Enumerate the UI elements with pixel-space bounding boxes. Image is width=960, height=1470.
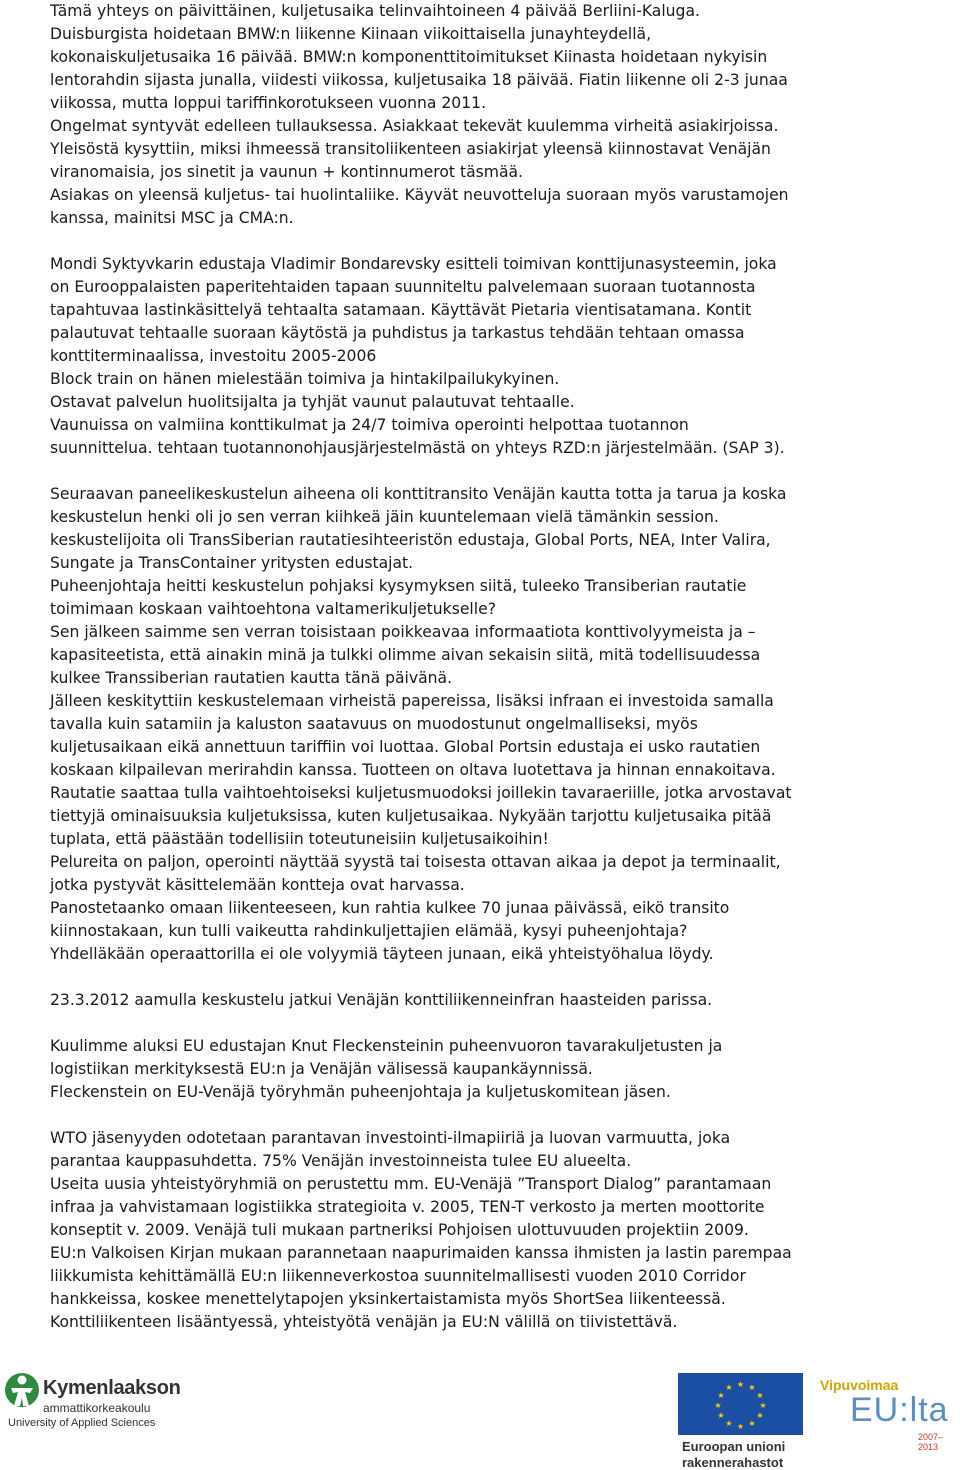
text-line: infraa ja vahvistamaan logistiikka strategioita v. 2005, TEN-T verkosto ja merten moottorite <box>50 1198 765 1216</box>
text-line: parantaa kauppasuhdetta. 75% Venäjän investoinneista tulee EU alueelta. <box>50 1152 632 1170</box>
document-body <box>50 0 955 1334</box>
text-line: on Eurooppalaisten paperitehtaiden tapaan suunniteltu palvelemaan suoraan tuotannosta <box>50 278 756 296</box>
paragraph-4 <box>50 989 955 1012</box>
text-line: Kuulimme aluksi EU edustajan Knut Fleckensteinin puheenvuoron tavarakuljetusten ja <box>50 1037 723 1055</box>
text-line: Mondi Syktyvkarin edustaja Vladimir Bondarevsky esitteli toimivan konttijunasysteemin, joka <box>50 255 777 273</box>
eu-label-line1: Euroopan unioni <box>682 1439 786 1454</box>
paragraph-2 <box>50 253 955 460</box>
text-line: Tämä yhteys on päivittäinen, kuljetusaika telinvaihtoineen 4 päivää Berliini-Kaluga. <box>50 2 700 20</box>
vipuvoimaa-logo <box>820 1377 960 1452</box>
svg-text:★: ★ <box>725 1383 733 1392</box>
svg-text:★: ★ <box>725 1419 733 1428</box>
footer-logos <box>0 1365 960 1470</box>
text-line: Pelureita on paljon, operointi näyttää syystä tai toisesta ottavan aikaa ja depot ja terminaalit, <box>50 853 781 871</box>
text-line: kulkee Transsiberian rautatien kautta tänä päivänä. <box>50 669 453 687</box>
text-line: Fleckenstein on EU-Venäjä työryhmän puheenjohtaja ja kuljetuskomitean jäsen. <box>50 1083 671 1101</box>
text-line: konttiterminaalissa, investoitu 2005-2006 <box>50 347 377 365</box>
text-line: logistiikan merkityksestä EU:n ja Venäjän välisessä kaupankäynnissä. <box>50 1060 593 1078</box>
text-line: hankkeissa, koskee menettelytapojen yksinkertaistamista myös ShortSea liikenteessä. <box>50 1290 726 1308</box>
text-line: kanssa, mainitsi MSC ja CMA:n. <box>50 209 294 227</box>
text-line: Konttiliikenteen lisääntyessä, yhteistyötä venäjän ja EU:N välillä on tiivistettävä. <box>50 1313 678 1331</box>
kyamk-name: Kymenlaakson <box>43 1377 181 1399</box>
eu-logo <box>678 1371 808 1470</box>
svg-text:★: ★ <box>756 1411 764 1420</box>
text-line: Puheenjohtaja heitti keskustelun pohjaksi kysymyksen siitä, tuleeko Transiberian rautatie <box>50 577 747 595</box>
paragraph-6 <box>50 1127 955 1334</box>
svg-text:★: ★ <box>736 1380 745 1389</box>
text-line: jotka pystyvät käsittelemään kontteja ovat harvassa. <box>50 876 465 894</box>
svg-text:★: ★ <box>759 1401 767 1410</box>
text-line: Sungate ja TransContainer yritysten edustajat. <box>50 554 414 572</box>
paragraph-1 <box>50 0 955 230</box>
text-line: kapasiteetista, että ainakin minä ja tulkki olimme aivan sekaisin siitä, mitä todellisuudessa <box>50 646 761 664</box>
text-line: keskustelijoita oli TransSiberian rautatiesihteeristön edustaja, Global Ports, NEA, Inter Valira, <box>50 531 771 549</box>
text-line: lentorahdin sijasta junalla, viidesti viikossa, kuljetusaika 18 päivää. Fiatin liikenne oli 2-3 junaa <box>50 71 788 89</box>
text-line: Jälleen keskityttiin keskustelemaan virheistä papereissa, lisäksi infraan ei investoida samalla <box>50 692 774 710</box>
svg-text:★: ★ <box>736 1422 745 1431</box>
eu-label-line2: rakennerahastot <box>682 1455 784 1470</box>
vipuvoimaa-title: Vipuvoimaa <box>820 1377 899 1393</box>
kyamk-english-name: University of Applied Sciences <box>8 1417 156 1429</box>
text-line: Useita uusia yhteistyöryhmiä on perustettu mm. EU-Venäjä ”Transport Dialog” parantamaan <box>50 1175 772 1193</box>
paragraph-5 <box>50 1035 955 1104</box>
text-line: Ostavat palvelun huolitsijalta ja tyhjät vaunut palautuvat tehtaalle. <box>50 393 575 411</box>
vipuvoimaa-years: 2007–2013 <box>918 1432 944 1452</box>
text-line: kiinnostakaan, kun tulli vaikeutta rahdinkuljettajien elämää, kysyi puheenjohtaja? <box>50 922 688 940</box>
text-line: keskustelun henki oli jo sen verran kiihkeä jäin kuuntelemaan vielä tämänkin session. <box>50 508 719 526</box>
kyamk-emblem-icon <box>3 1370 41 1414</box>
eu-flag-icon <box>678 1373 803 1435</box>
svg-text:★: ★ <box>714 1401 722 1410</box>
text-line: tapahtuvaa lastinkäsittelyä tehtaalta satamaan. Käyttävät Pietaria vientisatamana. Kontit <box>50 301 752 319</box>
text-line: WTO jäsenyyden odotetaan parantavan investointi-ilmapiiriä ja luovan varmuutta, joka <box>50 1129 731 1147</box>
text-line: Vaunuissa on valmiina konttikulmat ja 24/7 toimiva operointi helpottaa tuotannon <box>50 416 689 434</box>
svg-text:★: ★ <box>748 1419 756 1428</box>
kyamk-logo <box>3 1370 181 1430</box>
text-line: Block train on hänen mielestään toimiva ja hintakilpailukykyinen. <box>50 370 560 388</box>
text-line: palautuvat tehtaalle suoraan käytöstä ja puhdistus ja tarkastus tehdään tehtaan omassa <box>50 324 745 342</box>
svg-text:★: ★ <box>756 1391 764 1400</box>
text-line: liikkumista kehittämällä EU:n liikenneverkostoa suunnitelmallisesti vuoden 2010 Corridor <box>50 1267 746 1285</box>
paragraph-3 <box>50 483 955 966</box>
text-line: kokonaiskuljetusaika 16 päivää. BMW:n komponenttitoimitukset Kiinasta hoidetaan nykyisin <box>50 48 768 66</box>
text-line: Duisburgista hoidetaan BMW:n liikenne Kiinaan viikoittaisella junayhteydellä, <box>50 25 652 43</box>
vipuvoimaa-eulta: EU:lta <box>850 1391 949 1429</box>
text-line: Ongelmat syntyvät edelleen tullauksessa. Asiakkaat tekevät kuulemma virheitä asiakirjoissa. <box>50 117 779 135</box>
text-line: 23.3.2012 aamulla keskustelu jatkui Venäjän konttiliikenneinfran haasteiden parissa. <box>50 991 713 1009</box>
text-line: suunnittelua. tehtaan tuotannonohjausjärjestelmästä on yhteys RZD:n järjestelmään. (SAP 3). <box>50 439 785 457</box>
svg-text:★: ★ <box>717 1391 725 1400</box>
text-line: Yleisöstä kysyttiin, miksi ihmeessä transitoliikenteen asiakirjat yleensä kiinnostavat Venäjän <box>50 140 771 158</box>
text-line: Asiakas on yleensä kuljetus- tai huolintaliike. Käyvät neuvotteluja suoraan myös varustamojen <box>50 186 789 204</box>
svg-text:★: ★ <box>748 1383 756 1392</box>
text-line: Rautatie saattaa tulla vaihtoehtoiseksi kuljetusmuodoksi joillekin tavaraeriille, jotka arvostavat <box>50 784 792 802</box>
text-line: koskaan kilpailevan merirahdin kanssa. Tuotteen on oltava luotettava ja hinnan ennakoitava. <box>50 761 776 779</box>
kyamk-subtitle: ammattikorkeakoulu <box>43 1401 151 1415</box>
text-line: EU:n Valkoisen Kirjan mukaan parannetaan naapurimaiden kanssa ihmisten ja lastin parempaa <box>50 1244 792 1262</box>
text-line: Yhdelläkään operaattorilla ei ole volyymiä täyteen junaan, eikä yhteistyöhalua löydy. <box>50 945 714 963</box>
svg-text:★: ★ <box>717 1411 725 1420</box>
text-line: konseptit v. 2009. Venäjä tuli mukaan partneriksi Pohjoisen ulottuvuuden projektiin 2009. <box>50 1221 749 1239</box>
text-line: viranomaisia, jos sinetit ja vaunun + kontinnumerot täsmää. <box>50 163 524 181</box>
text-line: Panostetaanko omaan liikenteeseen, kun rahtia kulkee 70 junaa päivässä, eikö transito <box>50 899 730 917</box>
text-line: Sen jälkeen saimme sen verran toisistaan poikkeavaa informaatiota konttivolyymeista ja – <box>50 623 756 641</box>
text-line: kuljetusaikaan eikä annettuun tariffiin voi luottaa. Global Portsin edustaja ei usko rautatien <box>50 738 761 756</box>
text-line: viikossa, mutta loppui tariffinkorotukseen vuonna 2011. <box>50 94 487 112</box>
text-line: toimimaan koskaan vaihtoehtona valtamerikuljetukselle? <box>50 600 496 618</box>
text-line: tuplata, että päästään todellisiin toteutuneisiin kuljetusaikoihin! <box>50 830 549 848</box>
text-line: tiettyjä ominaisuuksia kuljetuksissa, kuten kuljetusaikaa. Nykyään tarjottu kuljetusaika pitää <box>50 807 772 825</box>
text-line: Seuraavan paneelikeskustelun aiheena oli konttitransito Venäjän kautta totta ja tarua ja koska <box>50 485 787 503</box>
text-line: tavalla kuin satamiin ja kaluston saatavuus on muodostunut ongelmalliseksi, myös <box>50 715 698 733</box>
